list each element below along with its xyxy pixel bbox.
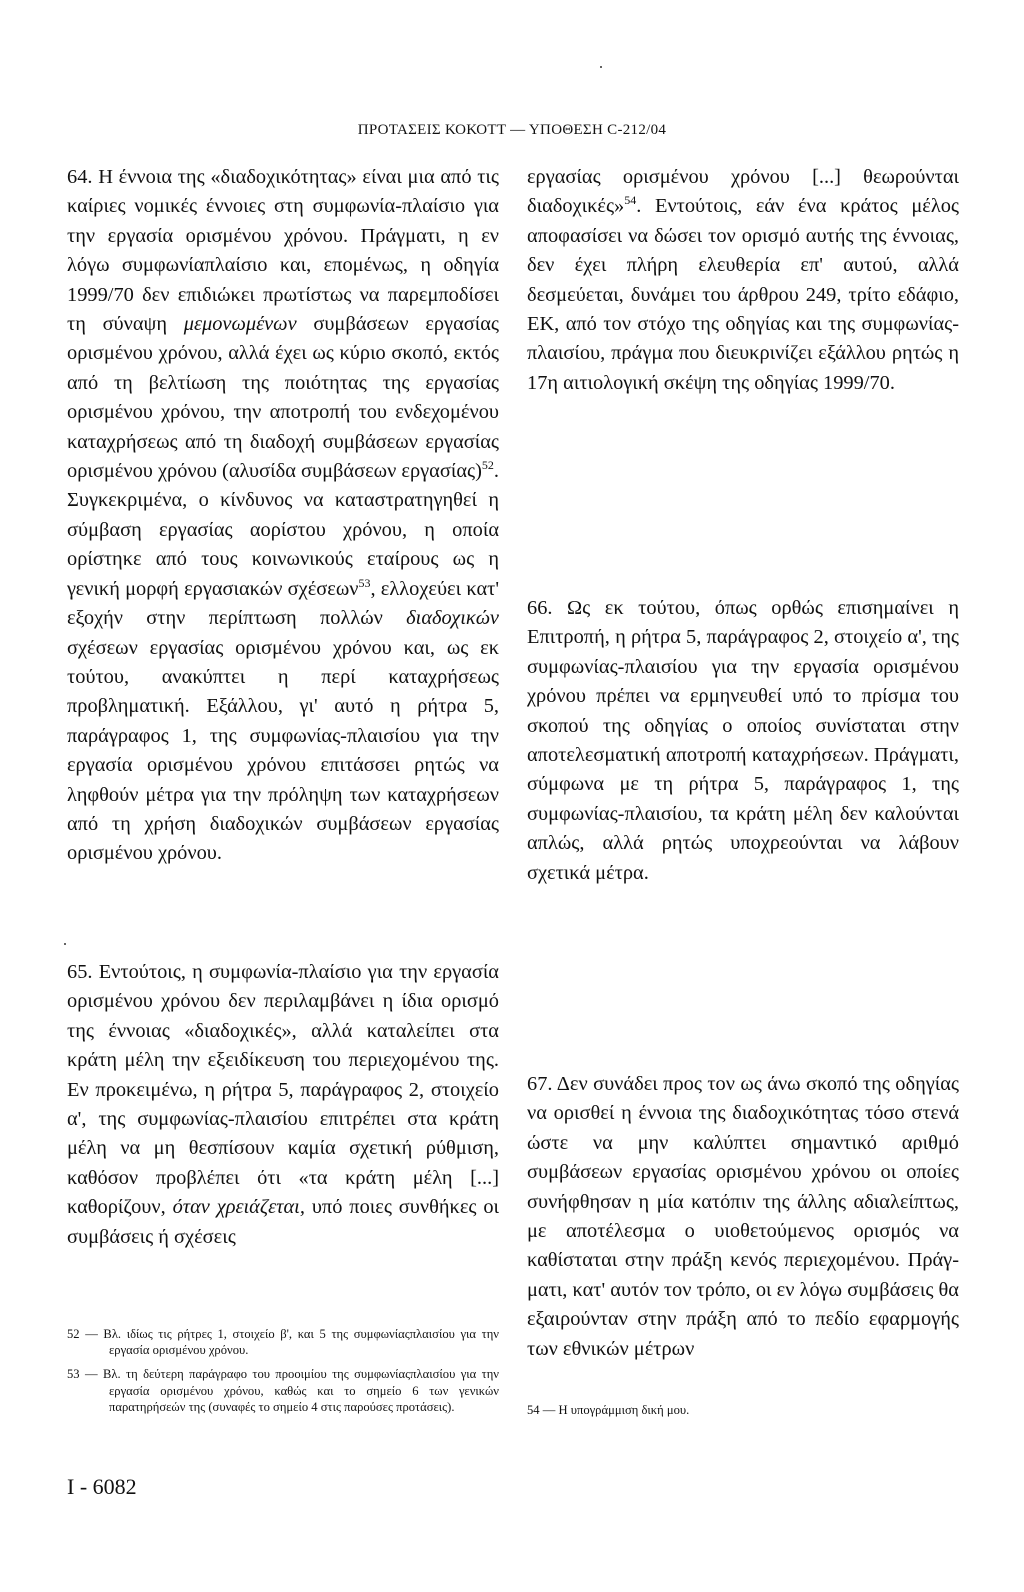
- paragraph-66: [527, 594, 959, 888]
- paragraph-65: [67, 958, 499, 1252]
- footnotes-right: [527, 1402, 959, 1426]
- scan-speck: [64, 943, 66, 945]
- para65-italic-1: όταν χρειάζεται,: [172, 1196, 305, 1219]
- para65cont-text-2: . Εντούτοις, εάν ένα κράτος μέλος αποφασίσει να δώσει τον ορισμό αυτής της έννοιας, δεν έχει πλήρη ελευθερία επ' αυτού, αλλά δεσμεύεται, δυνάμει του άρθρου 249, τρίτο εδάφιο, ΕΚ, από τον στόχο της οδηγίας και της συμφωνίαςπλαισίου, πράγμα που διευκρινίζει εξάλλου ρητώς η 17η αιτιολογική σκέψη της οδηγίας 1999/70.: [527, 195, 959, 394]
- scan-speck: [600, 66, 602, 68]
- para64-text-1: 64. Η έννοια της «διαδοχικότητας» είναι μια από τις καίριες νομικές έννοιες στη συμφωνία-πλαίσιο για την εργασία ορισμένου χρόνου. Πράγματι, η εν λόγω συμφωνίαπλαίσιο και, επομένως, η οδηγία 1999/70 δεν επιδιώκει πρωτίστως να παρεμποδίσει τη σύναψη: [67, 166, 499, 336]
- para65-text-1: 65. Εντούτοις, η συμφωνία-πλαίσιο για την εργασία ορισμένου χρόνου δεν περιλαμβάνει η ίδια ορισμό της έννοιας «διαδοχικές», αλλά καταλείπει στα κράτη μέλη την εξειδίκευση του περιεχομένου της. Εν προκειμένω, η ρήτρα 5, παράγραφος 2, στοιχείο α', της συμφωνίας-πλαισίου επιτρέπει στα κράτη μέλη να μη θεσπίσουν καμία σχετική ρύθμιση, καθόσον προβλέπει ότι «τα κράτη μέλη [...] καθορίζουν,: [67, 961, 499, 1219]
- para64-italic-1: μεμονωμένων: [183, 313, 297, 336]
- paragraph-64: [67, 163, 499, 869]
- para67-text: 67. Δεν συνάδει προς τον ως άνω σκοπό της οδηγίας να ορισθεί η έννοια της διαδοχικότητας τόσο στενά ώστε να μην καλύπτει σημαντικό αριθμό συμβάσεων εργασίας ορισμένου χρόνου οι οποίες συνήφθησαν η μία κατόπιν της άλλης αδιαλείπτως, με αποτέλεσμα ο υιοθετούμενος ορισμός να καθίσταται στην πράξη κενός περιεχομένου. Πράγματι, κατ' αυτόν τον τρόπο, οι εν λόγω συμβάσεις θα εξαιρούνταν στην πράξη από το πεδίο εφαρμογής των εθνικών μέτρων: [527, 1073, 959, 1360]
- page-number: I - 6082: [67, 1474, 137, 1499]
- para64-text-2: συμβάσεων εργασίας ορισμένου χρόνου, αλλά έχει ως κύριο σκοπό, εκτός από τη βελτίωση της ποιότητας της εργασίας ορισμένου χρόνου, την αποτροπή του ενδεχομένου καταχρήσεως από τη διαδοχή συμβάσεων εργασίας ορισμένου χρόνου (αλυσίδα συμβάσεων εργασίας): [67, 313, 499, 483]
- footnote-ref-54[interactable]: 54: [624, 193, 637, 208]
- para65cont-text-1: εργασίας ορισμένου χρόνου [...] θεωρούνται διαδοχικές»: [527, 166, 959, 218]
- footnote-53: 53 — Βλ. τη δεύτερη παράγραφο του προοιμίου της συμφωνίαςπλαισίου για την εργασία ορισμένου χρόνου, καθώς και το σημείο 6 των γενικών παρατηρήσεών της (συναφές το σημείο 4 στις παρούσες προτάσεις).: [67, 1367, 499, 1414]
- para64-italic-2: διαδοχικών: [406, 607, 499, 630]
- footnote-ref-52[interactable]: 52: [481, 458, 494, 473]
- paragraph-67: [527, 1070, 959, 1364]
- para64-text-4: , ελλοχεύει κατ' εξοχήν στην περίπτωση πολλών: [67, 577, 499, 630]
- footnote-ref-53[interactable]: 53: [358, 575, 371, 590]
- para64-text-3: . Συγκεκριμένα, ο κίνδυνος να καταστρατηγηθεί η σύμβαση εργασίας αορίστου χρόνου, η οποία ορίστηκε από τους κοινωνικούς εταίρους ως η γενική μορφή εργασιακών σχέσεων: [67, 460, 499, 600]
- para66-text: 66. Ως εκ τούτου, όπως ορθώς επισημαίνει η Επιτροπή, η ρήτρα 5, παράγραφος 2, στοιχείο α', της συμφωνίας-πλαισίου για την εργασία ορισμένου χρόνου πρέπει να ερμηνευθεί υπό το πρίσμα του σκοπού της οδηγίας ο οποίος συνίσταται στην αποτελεσματική αποτροπή καταχρήσεων. Πράγματι, σύμφωνα με τη ρήτρα 5, παράγραφος 1, της συμφωνίας-πλαισίου, τα κράτη μέλη δεν καλούνται απλώς, αλλά ρητώς υποχρεούνται να λάβουν σχετικά μέτρα.: [527, 597, 959, 884]
- footnote-52: 52 — Βλ. ιδίως τις ρήτρες 1, στοιχείο β', και 5 της συμφωνίαςπλαισίου για την εργασία ορισμένου χρόνου.: [67, 1327, 499, 1358]
- para65-text-2: υπό ποιες συνθήκες οι συμβάσεις ή σχέσεις: [67, 1196, 500, 1248]
- footnotes-left: [67, 1326, 499, 1423]
- footnote-54: 54 — Η υπογράμμιση δική μου.: [527, 1403, 690, 1417]
- para64-text-5: σχέσεων εργασίας ορισμένου χρόνου και, ως εκ τούτου, ανακύπτει η περί καταχρήσεως προβληματική. Εξάλλου, γι' αυτό η ρήτρα 5, παράγραφος 1, της συμφωνίας-πλαισίου για την εργασία ορισμένου χρόνου επιτάσσει ρητώς να ληφθούν μέτρα για την πρόληψη των καταχρήσεων από τη χρήση διαδοχικών συμβάσεων εργασίας ορισμένου χρόνου.: [67, 636, 499, 865]
- running-header: ΠΡΟΤΑΣΕΙΣ ΚΟΚΟΤΤ — ΥΠΟΘΕΣΗ C-212/04: [357, 122, 667, 138]
- paragraph-65-continuation: [527, 163, 959, 398]
